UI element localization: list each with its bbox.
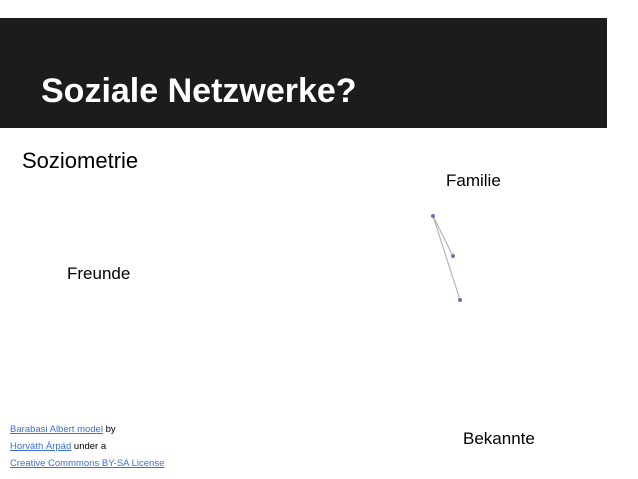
network-node <box>451 254 455 258</box>
network-node <box>431 214 435 218</box>
credit-text-under: under a <box>71 441 107 452</box>
slide-subtitle: Soziometrie <box>22 148 139 173</box>
credit-line-1 <box>10 421 164 438</box>
label-bekannte: Bekannte <box>463 429 535 448</box>
credit-line-3 <box>10 455 164 472</box>
credit-link-model[interactable]: Barabasi Albert model <box>10 424 103 435</box>
credit-link-license[interactable]: Creative Commmons BY-SA License <box>10 458 165 469</box>
network-edge <box>433 216 453 256</box>
label-freunde: Freunde <box>67 264 131 283</box>
image-credit <box>10 421 164 472</box>
network-node <box>458 298 462 302</box>
network-edge <box>433 216 460 300</box>
credit-line-2 <box>10 438 164 455</box>
network-graph <box>424 208 468 308</box>
credit-link-author[interactable]: Horváth Árpád <box>10 441 72 452</box>
slide-title: Soziale Netzwerke? <box>41 72 357 110</box>
label-familie: Familie <box>446 171 501 190</box>
credit-text-by: by <box>102 424 116 435</box>
